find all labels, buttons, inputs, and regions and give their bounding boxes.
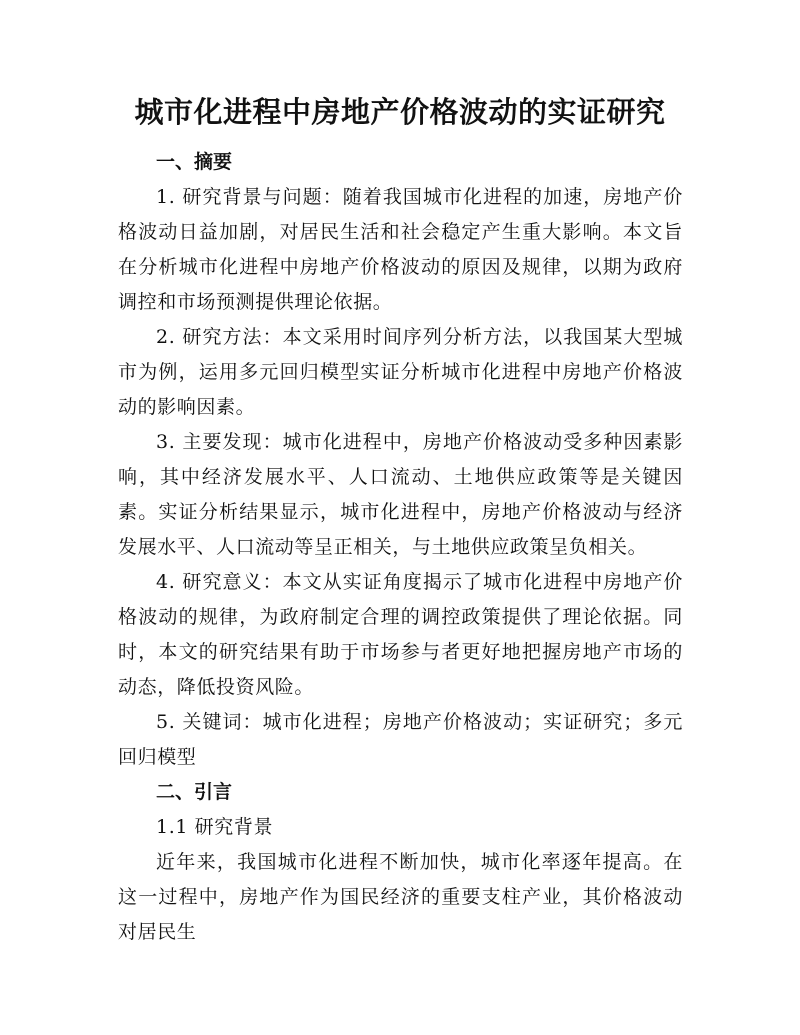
intro-heading: 二、引言 <box>156 781 233 803</box>
intro-paragraph: 近年来，我国城市化进程不断加快，城市化率逐年提高。在这一过程中，房地产作为国民经济的重要支柱产业，其价格波动对居民生 <box>118 851 683 943</box>
abstract-item-keywords: 5. 关键词：城市化进程；房地产价格波动；实证研究；多元回归模型 <box>118 711 683 768</box>
intro-subheading: 1.1 研究背景 <box>156 816 274 838</box>
abstract-item-background: 1. 研究背景与问题：随着我国城市化进程的加速，房地产价格波动日益加剧，对居民生活和社会稳定产生重大影响。本文旨在分析城市化进程中房地产价格波动的原因及规律，以期为政府调控和市场预测提供理论依据。 <box>118 186 683 313</box>
abstract-item-method: 2. 研究方法：本文采用时间序列分析方法，以我国某大型城市为例，运用多元回归模型实证分析城市化进程中房地产价格波动的影响因素。 <box>118 326 683 418</box>
document-title: 城市化进程中房地产价格波动的实证研究 <box>134 95 666 129</box>
abstract-heading: 一、摘要 <box>156 151 233 173</box>
document-body <box>118 145 683 950</box>
abstract-item-findings: 3. 主要发现：城市化进程中，房地产价格波动受多种因素影响，其中经济发展水平、人口流动、土地供应政策等是关键因素。实证分析结果显示，城市化进程中，房地产价格波动与经济发展水平、人口流动等呈正相关，与土地供应政策呈负相关。 <box>118 431 683 558</box>
abstract-item-significance: 4. 研究意义：本文从实证角度揭示了城市化进程中房地产价格波动的规律，为政府制定合理的调控政策提供了理论依据。同时，本文的研究结果有助于市场参与者更好地把握房地产市场的动态，降低投资风险。 <box>118 571 683 698</box>
